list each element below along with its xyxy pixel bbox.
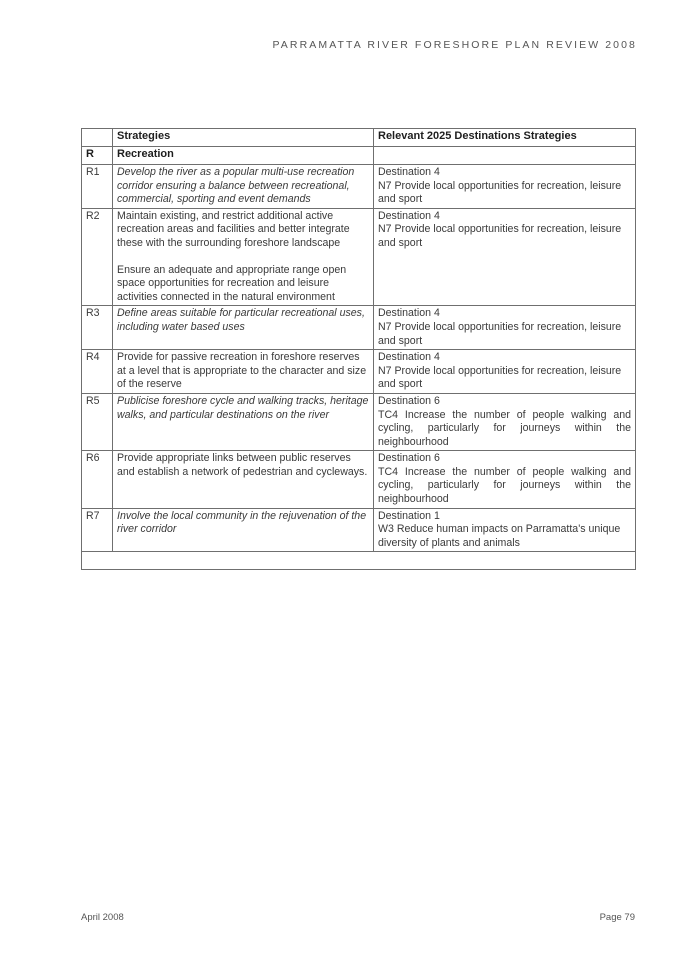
strategy-cell bbox=[113, 508, 374, 552]
table-header-row bbox=[82, 129, 636, 147]
row-id: R7 bbox=[82, 508, 113, 552]
destination-cell bbox=[374, 165, 636, 209]
row-id: R4 bbox=[82, 350, 113, 394]
strategy-cell bbox=[113, 350, 374, 394]
strategy-text: Publicise foreshore cycle and walking tracks, heritage walks, and particular destinations on the river bbox=[117, 394, 369, 421]
footer-date: April 2008 bbox=[81, 912, 124, 923]
strategies-table bbox=[81, 128, 636, 570]
destination-number: Destination 1 bbox=[378, 509, 440, 522]
table-row bbox=[82, 306, 636, 350]
destination-text: N7 Provide local opportunities for recreation, leisure and sport bbox=[378, 320, 622, 347]
empty-cell bbox=[82, 552, 636, 570]
destination-number: Destination 4 bbox=[378, 209, 440, 222]
destination-number: Destination 4 bbox=[378, 166, 440, 178]
destination-cell bbox=[374, 306, 636, 350]
strategy-text: Maintain existing, and restrict additional active recreation areas and facilities and better integrate these with the surrounding foreshore landscape bbox=[117, 209, 350, 249]
destination-text: N7 Provide local opportunities for recreation, leisure and sport bbox=[378, 223, 622, 249]
table-row bbox=[82, 393, 636, 450]
table-row bbox=[82, 508, 636, 552]
destination-text: N7 Provide local opportunities for recreation, leisure and sport bbox=[378, 364, 622, 391]
strategy-text: Ensure an adequate and appropriate range open space opportunities for recreation and leisure activities connected in the natural environment bbox=[117, 263, 347, 303]
destination-number: Destination 4 bbox=[378, 307, 440, 320]
destination-text: W3 Reduce human impacts on Parramatta's unique diversity of plants and animals bbox=[378, 523, 621, 549]
row-id: R5 bbox=[82, 393, 113, 450]
table-row bbox=[82, 451, 636, 508]
destination-cell bbox=[374, 451, 636, 508]
strategy-cell bbox=[113, 165, 374, 209]
destination-text: TC4 Increase the number of people walking and cycling, particularly for journeys within the neighbourhood bbox=[378, 408, 631, 448]
empty-row bbox=[82, 552, 636, 570]
table-row bbox=[82, 208, 636, 306]
strategy-text: Provide appropriate links between public reserves and establish a network of pedestrian and cycleways. bbox=[117, 452, 368, 478]
strategy-cell bbox=[113, 393, 374, 450]
column-header-id bbox=[82, 129, 113, 147]
strategy-text: Involve the local community in the rejuvenation of the river corridor bbox=[117, 509, 367, 536]
row-id: R1 bbox=[82, 165, 113, 209]
category-code: R bbox=[82, 147, 113, 165]
strategy-text: Define areas suitable for particular recreational uses, including water based uses bbox=[117, 307, 365, 333]
strategy-text: Provide for passive recreation in foreshore reserves at a level that is appropriate to the character and size of the reserve bbox=[117, 351, 367, 391]
category-label: Recreation bbox=[113, 147, 374, 165]
strategy-cell bbox=[113, 208, 374, 306]
destination-cell bbox=[374, 393, 636, 450]
table-row bbox=[82, 350, 636, 394]
category-empty-cell bbox=[374, 147, 636, 165]
footer-page-number: Page 79 bbox=[599, 912, 635, 923]
destination-text: TC4 Increase the number of people walking and cycling, particularly for journeys within the neighbourhood bbox=[378, 465, 631, 506]
row-id: R3 bbox=[82, 306, 113, 350]
column-header-strategies: Strategies bbox=[113, 129, 374, 147]
destination-cell bbox=[374, 508, 636, 552]
row-id: R2 bbox=[82, 208, 113, 306]
destination-cell bbox=[374, 350, 636, 394]
destination-number: Destination 6 bbox=[378, 394, 440, 407]
strategy-text: Develop the river as a popular multi-use recreation corridor ensuring a balance between recreational, commercial, sporting and event demands bbox=[117, 166, 355, 206]
strategy-cell bbox=[113, 306, 374, 350]
destination-text: N7 Provide local opportunities for recreation, leisure and sport bbox=[378, 179, 622, 206]
table-row bbox=[82, 165, 636, 209]
strategy-cell bbox=[113, 451, 374, 508]
destination-cell bbox=[374, 208, 636, 306]
destination-number: Destination 4 bbox=[378, 351, 440, 364]
page-header-title: PARRAMATTA RIVER FORESHORE PLAN REVIEW 2008 bbox=[272, 39, 637, 51]
row-id: R6 bbox=[82, 451, 113, 508]
category-row bbox=[82, 147, 636, 165]
destination-number: Destination 6 bbox=[378, 452, 440, 465]
column-header-destinations: Relevant 2025 Destinations Strategies bbox=[374, 129, 636, 147]
